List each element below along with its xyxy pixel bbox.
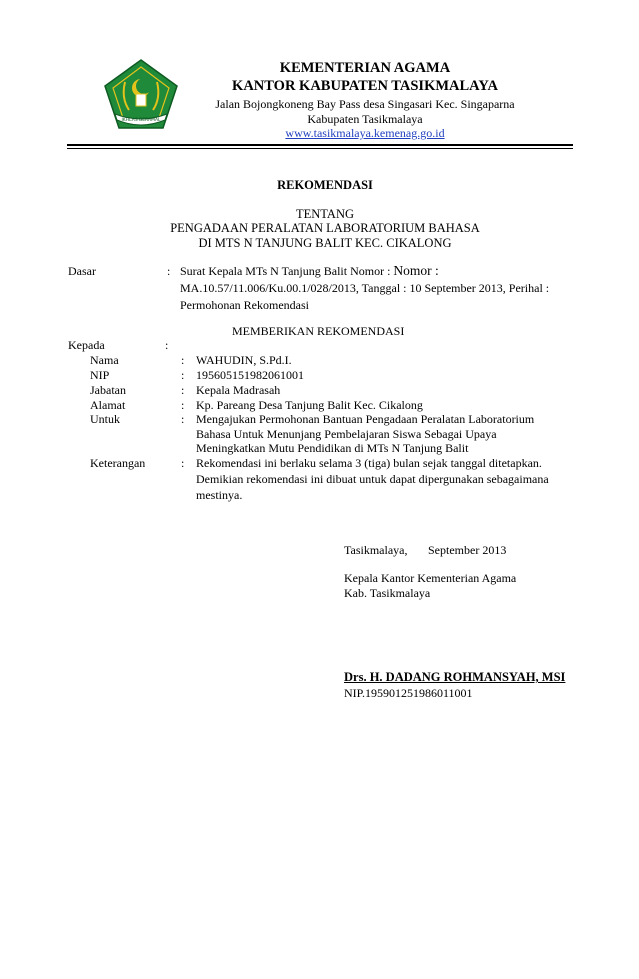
tentang-line2: DI MTS N TANJUNG BALIT KEC. CIKALONG bbox=[198, 236, 452, 250]
header-address: Jalan Bojongkoneng Bay Pass desa Singasari Kec. Singaparna bbox=[215, 97, 515, 111]
dasar-line2: MA.10.57/11.006/Ku.00.1/028/2013, Tanggal : 10 September 2013, Perihal : bbox=[180, 281, 550, 295]
dasar-line1a: Surat Kepala MTs N Tanjung Balit Nomor : bbox=[180, 264, 391, 278]
field-label-alamat: Alamat bbox=[90, 398, 126, 412]
header-divider-thin bbox=[67, 148, 573, 149]
field-value-keterangan-line1: Rekomendasi ini berlaku selama 3 (tiga) bulan sejak tanggal ditetapkan. bbox=[196, 456, 542, 470]
header-ministry: KEMENTERIAN AGAMA bbox=[279, 60, 451, 76]
field-colon: : bbox=[181, 383, 185, 397]
dasar-label: Dasar bbox=[68, 264, 96, 278]
field-label-nama: Nama bbox=[90, 353, 119, 367]
memberikan-heading: MEMBERIKAN REKOMENDASI bbox=[232, 324, 405, 338]
dasar-line1b: Nomor : bbox=[393, 263, 439, 278]
logo-ribbon-text: IKHLAS BERAMAL bbox=[121, 118, 161, 123]
field-colon: : bbox=[181, 412, 185, 426]
signature-position-line2: Kab. Tasikmalaya bbox=[344, 586, 431, 600]
kepada-label: Kepada bbox=[68, 338, 105, 352]
field-value-untuk-line1: Mengajukan Permohonan Bantuan Pengadaan Peralatan Laboratorium bbox=[196, 412, 535, 426]
tentang-line1: PENGADAAN PERALATAN LABORATORIUM BAHASA bbox=[170, 221, 480, 235]
header-divider-thick bbox=[67, 144, 573, 146]
dasar-line1 bbox=[180, 263, 439, 279]
tentang-label: TENTANG bbox=[295, 207, 354, 221]
field-value-untuk-line3: Meningkatkan Mutu Pendidikan di MTs N Tanjung Balit bbox=[196, 441, 469, 455]
field-label-nip: NIP bbox=[90, 368, 110, 382]
dasar-colon: : bbox=[167, 264, 171, 278]
field-value-jabatan: Kepala Madrasah bbox=[196, 383, 281, 397]
document-title: REKOMENDASI bbox=[277, 178, 373, 192]
signature-date: September 2013 bbox=[428, 543, 507, 557]
header-office: KANTOR KABUPATEN TASIKMALAYA bbox=[232, 78, 498, 94]
signature-place: Tasikmalaya, bbox=[344, 543, 408, 557]
field-label-keterangan: Keterangan bbox=[90, 456, 146, 470]
dasar-line3: Permohonan Rekomendasi bbox=[180, 298, 309, 312]
field-colon: : bbox=[181, 368, 185, 382]
field-value-untuk-line2: Bahasa Untuk Menunjang Pembelajaran Siswa Sebagai Upaya bbox=[196, 427, 497, 441]
signatory-name: Drs. H. DADANG ROHMANSYAH, MSI bbox=[344, 670, 566, 684]
field-value-keterangan-line2: Demikian rekomendasi ini dibuat untuk dapat dipergunakan sebagaimana bbox=[196, 472, 549, 486]
field-label-jabatan: Jabatan bbox=[90, 383, 126, 397]
field-value-nama: WAHUDIN, S.Pd.I. bbox=[196, 353, 292, 367]
field-value-keterangan-line3: mestinya. bbox=[196, 488, 243, 502]
field-value-alamat: Kp. Pareang Desa Tanjung Balit Kec. Cikalong bbox=[196, 398, 423, 412]
kemenag-logo bbox=[103, 58, 179, 130]
kepada-colon: : bbox=[165, 338, 169, 352]
field-colon: : bbox=[181, 456, 185, 470]
field-label-untuk: Untuk bbox=[90, 412, 120, 426]
signatory-nip: NIP.195901251986011001 bbox=[344, 686, 473, 700]
header-regency: Kabupaten Tasikmalaya bbox=[307, 112, 423, 126]
field-colon: : bbox=[181, 353, 185, 367]
signature-position-line1: Kepala Kantor Kementerian Agama bbox=[344, 571, 517, 585]
field-value-nip: 195605151982061001 bbox=[196, 368, 304, 382]
header-website-link[interactable]: www.tasikmalaya.kemenag.go.id bbox=[285, 126, 445, 140]
field-colon: : bbox=[181, 398, 185, 412]
